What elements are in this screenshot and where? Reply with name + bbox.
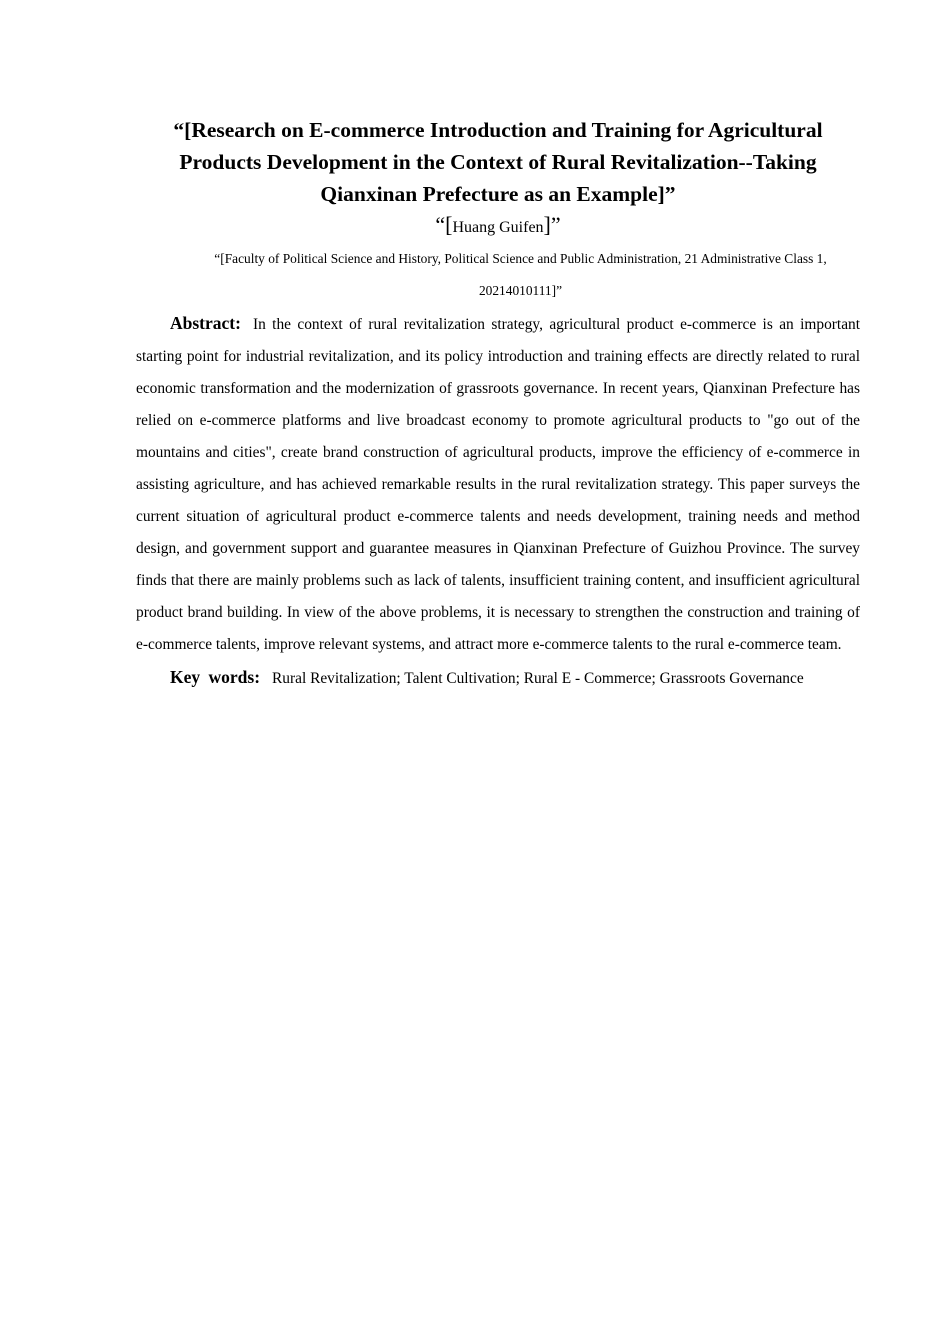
abstract-paragraph [136,307,860,661]
author-affiliation: “[Faculty of Political Science and History, Political Science and Public Administration, 21 Administrative Class 1, 20214010111]” [214,251,827,298]
keywords-text: Rural Revitalization; Talent Cultivation; Rural E - Commerce; Grassroots Governance [272,670,804,687]
abstract-text: In the context of rural revitalization strategy, agricultural product e-commerce is an important starting point for industrial revitalization, and its policy introduction and training effects are directly related to rural economic transformation and the modernization of grassroots governance. In recent years, Qianxinan Prefecture has relied on e-commerce platforms and live broadcast economy to promote agricultural products to "go out of the mountains and cities", create brand construction of agricultural products, improve the efficiency of e-commerce in assisting agriculture, and has achieved remarkable results in the rural revitalization strategy. This paper surveys the current situation of agricultural product e-commerce talents and needs development, training needs and method design, and government support and guarantee measures in Qianxinan Prefecture of Guizhou Province. The survey finds that there are mainly problems such as lack of talents, insufficient training content, and insufficient agricultural product brand building. In view of the above problems, it is necessary to strengthen the construction and training of e-commerce talents, improve relevant systems, and attract more e-commerce talents to the rural e-commerce team. [136,316,860,653]
author-line [136,210,860,243]
keywords-paragraph [136,661,860,695]
paper-front-matter [136,114,860,695]
author-open-bracket: “[ [435,212,453,237]
keywords-label: Key words: [170,667,261,687]
author-close-bracket: ]” [543,212,561,237]
paper-title: “[Research on E-commerce Introduction and Training for Agricultural Products Development in the Context of Rural Revitalization--Taking Qianxinan Prefecture as an Example]” [173,118,823,206]
abstract-label: Abstract: [170,313,241,333]
author-name: Huang Guifen [452,219,544,236]
